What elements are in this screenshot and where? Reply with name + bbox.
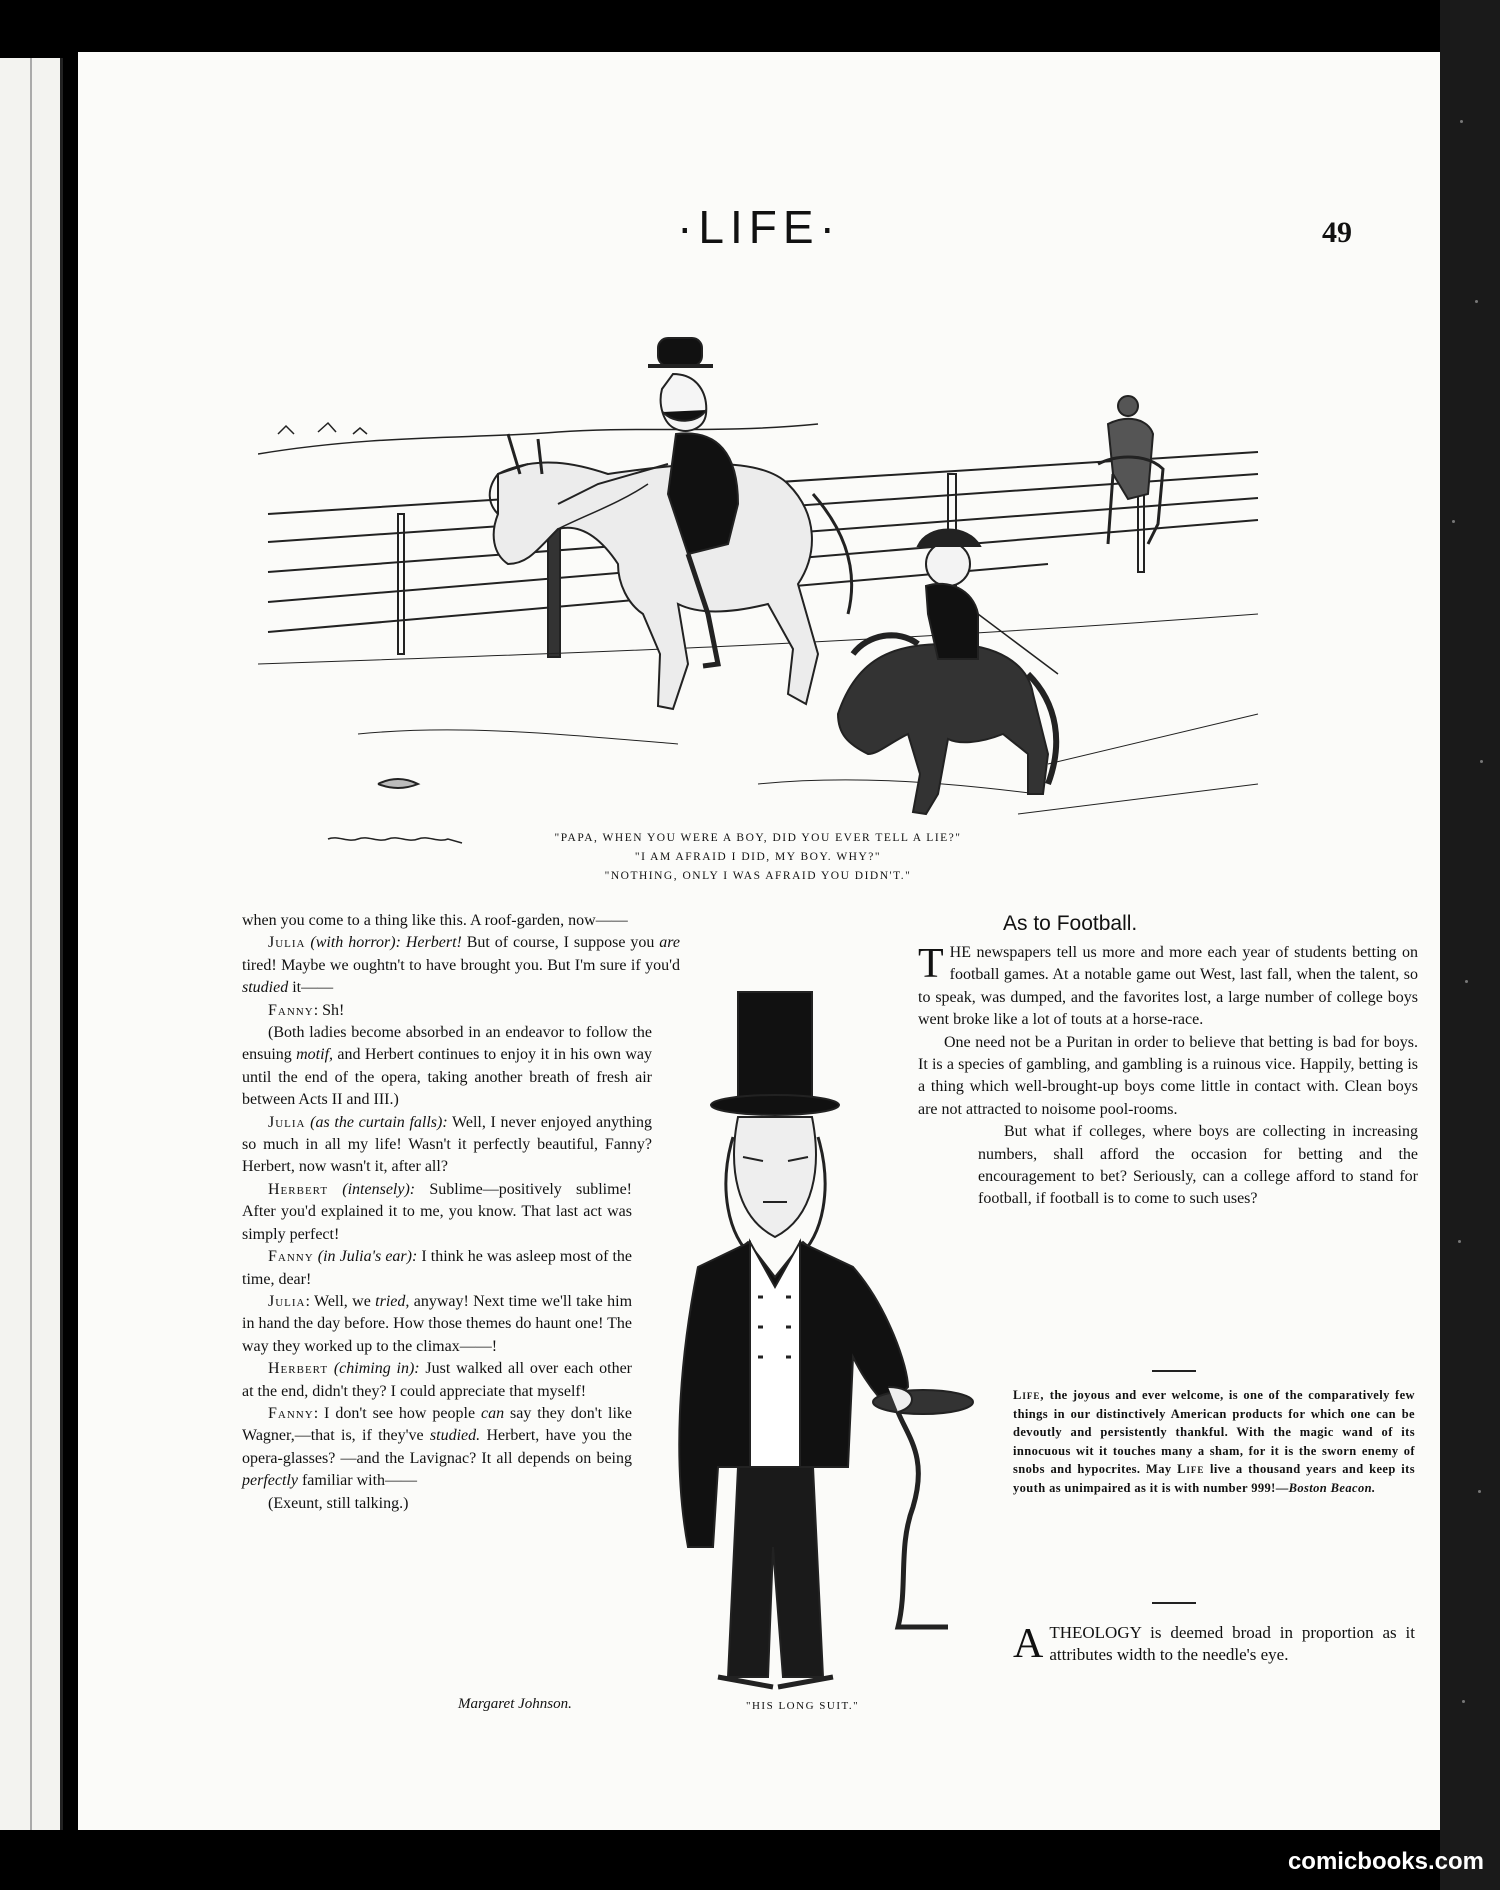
football-heading: As to Football.: [1003, 912, 1138, 935]
dialogue-fanny-2: Fanny (in Julia's ear): I think he was asleep most of the time, dear!: [242, 1248, 633, 1288]
left-column: [242, 910, 680, 1515]
football-paragraph-2: One need not be a Puritan in order to believe that betting is bad for boys. It is a species of gambling, and gambling is a ruinous vice. Happily, betting is a thing which well-brought-up boys come little in contact with. Clean boys are not attracted to noisome pool-rooms.: [918, 1033, 1418, 1118]
boston-beacon-quote: Life, the joyous and ever welcome, is one of the comparatively few things in our distinctively American products for which one can be devoutly and persistently thankful. With the magic wand of its innocuous wit it touches many a sham, for it is the sworn enemy of snobs and hypocrites. May Life live a thousand years and keep its youth as unimpaired as it is with number 999!—Boston Beacon.: [1013, 1388, 1415, 1495]
masthead: ·LIFE·: [677, 201, 841, 253]
magazine-page: [78, 52, 1440, 1830]
drop-cap-a: A: [1013, 1621, 1044, 1667]
football-paragraph-3: But what if colleges, where boys are collecting in increasing numbers, shall afford the occasion for betting and the encouragement to bet? Seriously, can a college afford to stand for football, if football is to come to such uses?: [978, 1123, 1418, 1208]
watermark: comicbooks.com: [1287, 1848, 1484, 1875]
dialogue-julia-3: Julia: Well, we tried, anyway! Next time we'll take him in hand the day before. How those themes do haunt one! The way they worked up to the climax——!: [242, 1292, 633, 1355]
section-rule-2: [1152, 1602, 1196, 1604]
dialogue-julia-2: Julia (as the curtain falls): Well, I never enjoyed anything so much in all my life! Wasn't it perfectly beautiful, Fanny? Herbert, now wasn't it, after all?: [242, 1113, 653, 1176]
caption-line-3: "NOTHING, ONLY I WAS AFRAID YOU DIDN'T.": [604, 870, 912, 882]
his-long-suit-caption: "HIS LONG SUIT.": [746, 1700, 860, 1712]
scan-border-strip: [1440, 0, 1500, 1890]
theology-paragraph: A THEOLOGY is deemed broad in proportion as it attributes width to the needle's eye.: [1013, 1621, 1415, 1667]
caption-line-1: "PAPA, WHEN YOU WERE A BOY, DID YOU EVER TELL A LIE?": [554, 832, 962, 844]
stage-direction: (Both ladies become absorbed in an endeavor to follow the ensuing motif, and Herbert continues to enjoy it in his own way until the end of the opera, taking another breath of fresh air between Acts II and III.): [242, 1024, 652, 1109]
drop-cap-t: T: [918, 941, 944, 987]
lead-text: when you come to a thing like this. A roof-garden, now——: [242, 912, 628, 929]
previous-page-edge: [0, 58, 63, 1830]
caption-line-2: "I AM AFRAID I DID, MY BOY. WHY?": [634, 851, 882, 863]
exeunt: (Exeunt, still talking.): [268, 1494, 409, 1512]
dialogue-julia-1: Julia (with horror): Herbert! But of course, I suppose you are tired! Maybe we oughtn't to have brought you. But I'm sure if you'd studied it——: [242, 934, 680, 997]
football-paragraph-1: THE newspapers tell us more and more each year of students betting on football games. At a notable game out West, last fall, when the talent, so to speak, was dumped, and the favorites lost, a large number of college boys went broke like a lot of touts at a horse-race.: [918, 941, 1418, 1029]
dialogue-fanny-1: Fanny: Sh!: [268, 1001, 345, 1019]
riding-cartoon-illustration: [258, 314, 1268, 864]
dialogue-fanny-3: Fanny: I don't see how people can say they don't like Wagner,—that is, if they've studied. Herbert, have you the opera-glasses? —and the Lavignac? It all depends on being perfectly familiar with——: [242, 1404, 632, 1490]
page-number: 49: [1322, 216, 1352, 249]
right-column: [918, 942, 1418, 1211]
section-rule-1: [1152, 1370, 1196, 1372]
cartoon-caption: [378, 829, 1138, 886]
dialogue-herbert-2: Herbert (chiming in): Just walked all over each other at the end, didn't they? I could appreciate that myself!: [242, 1360, 632, 1400]
author-signature: Margaret Johnson.: [458, 1696, 572, 1712]
dialogue-herbert-1: Herbert (intensely): Sublime—positively sublime! After you'd explained it to me, you know. That last act was simply perfect!: [242, 1180, 633, 1243]
